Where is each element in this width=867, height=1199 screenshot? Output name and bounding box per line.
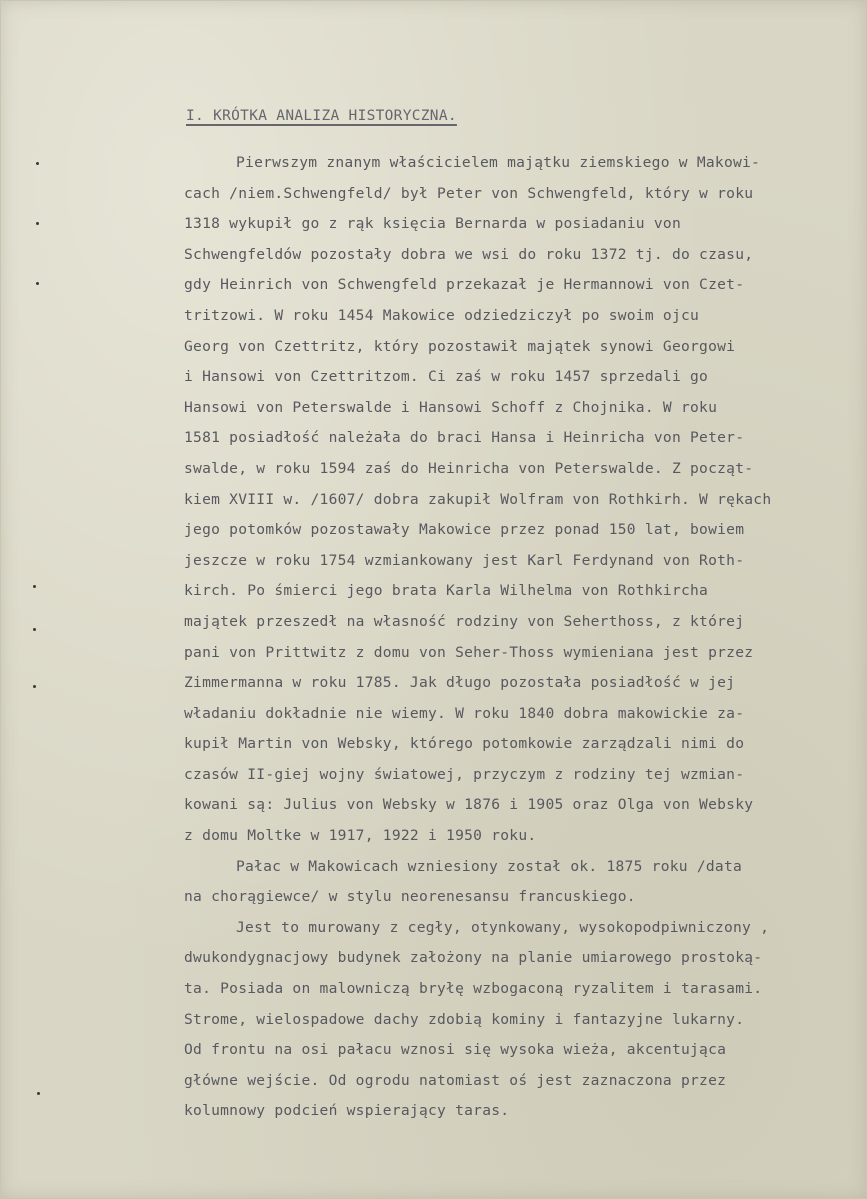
- section-heading: I. KRÓTKA ANALIZA HISTORYCZNA.: [186, 108, 457, 124]
- text-line: Hansowi von Peterswalde i Hansowi Schoff z Chojnika. W roku: [184, 398, 718, 416]
- text-line: kupił Martin von Websky, którego potomkowie zarządzali nimi do: [184, 735, 745, 753]
- text-line: swalde, w roku 1594 zaś do Heinricha von Peterswalde. Z począt-: [184, 459, 754, 477]
- text-line: Pałac w Makowicach wzniesiony został ok. 1875 roku /data: [236, 857, 743, 875]
- punch-mark: [37, 1092, 40, 1095]
- text-line: kirch. Po śmierci jego brata Karla Wilhelma von Rothkircha: [184, 582, 709, 600]
- text-line: Georg von Czettritz, który pozostawił majątek synowi Georgowi: [184, 337, 736, 355]
- punch-mark: [36, 162, 39, 165]
- text-line: Strome, wielospadowe dachy zdobią kominy i fantazyjne lukarny.: [184, 1010, 745, 1028]
- text-line: majątek przeszedł na własność rodziny von Seherthoss, z której: [184, 612, 745, 630]
- text-line: z domu Moltke w 1917, 1922 i 1950 roku.: [184, 827, 537, 845]
- text-line: dwukondygnacjowy budynek założony na planie umiarowego prostoką-: [184, 949, 763, 967]
- text-line: 1581 posiadłość należała do braci Hansa i Heinricha von Peter-: [184, 429, 745, 447]
- text-line: czasów II-giej wojny światowej, przyczym z rodziny tej wzmian-: [184, 765, 745, 783]
- text-line: gdy Heinrich von Schwengfeld przekazał je Hermannowi von Czet-: [184, 276, 745, 294]
- text-line: Zimmermanna w roku 1785. Jak długo pozostała posiadłość w jej: [184, 674, 736, 692]
- text-line: tritzowi. W roku 1454 Makowice odziedziczył po swoim ojcu: [184, 306, 700, 324]
- text-line: władaniu dokładnie nie wiemy. W roku 1840 dobra makowickie za-: [184, 704, 745, 722]
- text-line: jego potomków pozostawały Makowice przez ponad 150 lat, bowiem: [184, 521, 745, 539]
- text-line: na chorągiewce/ w stylu neorenesansu francuskiego.: [184, 888, 636, 906]
- punch-mark: [36, 222, 39, 225]
- text-line: cach /niem.Schwengfeld/ był Peter von Schwengfeld, który w roku: [184, 184, 754, 202]
- punch-mark: [33, 685, 36, 688]
- text-line: kowani są: Julius von Websky w 1876 i 1905 oraz Olga von Websky: [184, 796, 754, 814]
- text-line: kolumnowy podcień wspierający taras.: [184, 1102, 510, 1120]
- text-line: Jest to murowany z cegły, otynkowany, wysokopodpiwniczony ,: [236, 918, 770, 936]
- text-line: jeszcze w roku 1754 wzmiankowany jest Karl Ferdynand von Roth-: [184, 551, 745, 569]
- text-line: i Hansowi von Czettritzom. Ci zaś w roku 1457 sprzedali go: [184, 368, 709, 386]
- text-line: Od frontu na osi pałacu wznosi się wysoka wieża, akcentująca: [184, 1041, 727, 1059]
- body-text: [184, 148, 852, 1127]
- text-line: 1318 wykupił go z rąk księcia Bernarda w posiadaniu von: [184, 215, 681, 233]
- text-line: kiem XVIII w. /1607/ dobra zakupił Wolfram von Rothkirh. W rękach: [184, 490, 772, 508]
- text-line: ta. Posiada on malowniczą bryłę wzbogaconą ryzalitem i tarasami.: [184, 980, 763, 998]
- punch-mark: [33, 628, 36, 631]
- text-line: Schwengfeldów pozostały dobra we wsi do roku 1372 tj. do czasu,: [184, 245, 754, 263]
- punch-mark: [36, 282, 39, 285]
- text-line: główne wejście. Od ogrodu natomiast oś jest zaznaczona przez: [184, 1071, 727, 1089]
- text-line: Pierwszym znanym właścicielem majątku ziemskiego w Makowi-: [236, 154, 761, 171]
- text-line: pani von Prittwitz z domu von Seher-Thoss wymieniana jest przez: [184, 643, 754, 661]
- punch-mark: [33, 585, 36, 588]
